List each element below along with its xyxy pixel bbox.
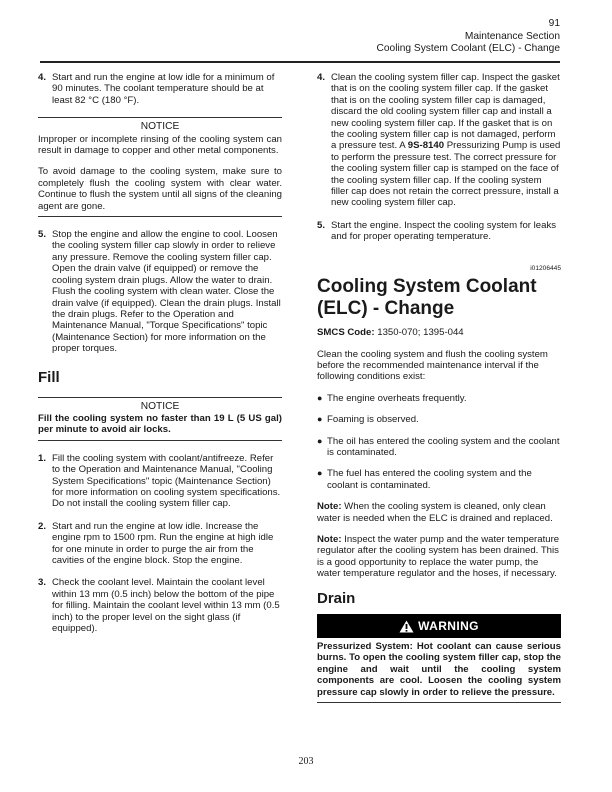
- bullet-text: The engine overheats frequently.: [327, 392, 467, 404]
- step-number: 3.: [38, 577, 47, 589]
- smcs-label: SMCS Code:: [317, 327, 375, 339]
- right-column: [317, 72, 561, 703]
- condition-bullet: [317, 468, 561, 491]
- notice-paragraph: Improper or incomplete rinsing of the cooling system can result in damage to copper and other metal components.: [38, 133, 282, 157]
- warning-triangle-icon: [399, 620, 414, 633]
- step-text: Check the coolant level. Maintain the coolant level within 13 mm (0.5 inch) below the bottom of the pipe for filling. Maintain the coolant level within 13 mm (0.5 inch) to the proper level on the sight glass (if equipped).: [52, 577, 280, 635]
- document-id: i01206445: [530, 264, 561, 272]
- step-number: 5.: [38, 229, 47, 241]
- note-text: Inspect the water pump and the water temperature regulator after the cooling system has been drained. This is a good opportunity to replace the water pump, the water temperature regulator and the hoses, if necessary.: [317, 533, 560, 580]
- running-header: [377, 18, 560, 56]
- step-text: Fill the cooling system with coolant/antifreeze. Refer to the Operation and Maintenance Manual, "Cooling System Specifications" topic (Maintenance Section) for more information on cooling system specifications. Do not install the cooling system filler cap.: [52, 452, 281, 510]
- step-text: [331, 72, 561, 209]
- note-label: Note:: [317, 533, 342, 545]
- notice-rinsing: [38, 117, 282, 217]
- warning-label: WARNING: [418, 618, 479, 633]
- bullet-icon: ●: [317, 468, 323, 479]
- header-topic: Cooling System Coolant (ELC) - Change: [376, 43, 560, 55]
- step-number: 4.: [38, 72, 47, 83]
- header-section: Maintenance Section: [464, 30, 560, 42]
- fill-heading: Fill: [38, 368, 60, 386]
- header-page-number: 91: [548, 18, 560, 29]
- notice-paragraph: To avoid damage to the cooling system, make sure to completely flush the cooling system with clear water. Continue to flush the system until all signs of the cleaning agent are gone.: [38, 166, 282, 212]
- note-water-pump: [317, 534, 561, 580]
- step-text: Start and run the engine at low idle for a minimum of 90 minutes. The coolant temperature should be at least 82 °C (180 °F).: [52, 72, 275, 106]
- fill-step-5: [317, 220, 561, 243]
- notice-title: NOTICE: [140, 400, 180, 412]
- condition-bullet: [317, 414, 561, 425]
- smcs-code: [317, 327, 561, 338]
- step-number: 1.: [38, 452, 47, 464]
- note-elc: [317, 501, 561, 524]
- step-number: 5.: [317, 219, 326, 231]
- step-text-part: Pressurizing Pump is used to perform the pressure test. The correct pressure for the cooling system filler cap is stamped on the face of the cooling system filler cap. If the cooling system filler cap does not retain the correct pressure, install a new cooling system filler cap.: [331, 140, 561, 209]
- bullet-text: The fuel has entered the cooling system and the coolant is contaminated.: [327, 468, 532, 491]
- bullet-icon: ●: [317, 392, 323, 403]
- step-text: Start the engine. Inspect the cooling system for leaks and for proper operating temperature.: [331, 219, 557, 243]
- bullet-text: Foaming is observed.: [327, 414, 419, 426]
- notice-title: NOTICE: [140, 121, 180, 133]
- warning-banner: [317, 614, 561, 638]
- bullet-text: The oil has entered the cooling system and the coolant is contaminated.: [327, 435, 560, 458]
- bullet-icon: ●: [317, 414, 323, 425]
- fill-step-3: [38, 577, 282, 634]
- intro-paragraph: Clean the cooling system and flush the cooling system before the recommended maintenance interval if the following conditions exist:: [317, 348, 548, 383]
- topic-title: Cooling System Coolant (ELC) - Change: [317, 276, 537, 319]
- fill-step-1: [38, 453, 282, 510]
- flush-step-4: [38, 72, 282, 106]
- part-number: 9S-8140: [407, 140, 445, 152]
- header-rule: [40, 61, 560, 63]
- step-text-part: Clean the cooling system filler cap. Inspect the gasket that is on the cooling system filler cap. If the gasket that is on the cooling system filler cap is damaged, discard the old cooling system filler cap and install a new cooling system filler cap. If the gasket that is on the cooling system filler cap is not damaged, perform a pressure test. A: [331, 72, 560, 152]
- notice-fill-rate: [38, 397, 282, 441]
- step-number: 2.: [38, 520, 47, 532]
- drain-heading: Drain: [317, 589, 356, 607]
- fill-step-2: [38, 521, 282, 567]
- footer-page-number: 203: [298, 756, 314, 767]
- step-text: Start and run the engine at low idle. Increase the engine rpm to 1500 rpm. Run the engine at high idle for one minute in order to purge the air from the cavities of the engine block. Stop the engine.: [52, 520, 274, 566]
- notice-paragraph: Fill the cooling system no faster than 19 L (5 US gal) per minute to avoid air locks.: [38, 412, 282, 436]
- condition-bullet: [317, 393, 561, 404]
- warning-text: Pressurized System: Hot coolant can cause serious burns. To open the cooling system filler cap, stop the engine and wait until the cooling system components are cool. Loosen the cooling system pressure cap slowly in order to relieve the pressure.: [317, 638, 561, 703]
- bullet-icon: ●: [317, 435, 323, 446]
- step-text: Stop the engine and allow the engine to cool. Loosen the cooling system filler cap slowly in order to relieve any pressure. Remove the cooling system filler cap. Open the drain valve (if equipped) or remove the cooling system drain plugs. Allow the water to drain. Flush the cooling system with clean water. Close the drain valve (if equipped). Clean the drain plugs. Install the drain plugs. Refer to the Operation and Maintenance Manual, "Torque Specifications" topic (Maintenance Section) for more information on the proper torques.: [52, 229, 281, 355]
- fill-step-4: [317, 72, 561, 209]
- step-number: 4.: [317, 72, 326, 83]
- smcs-value: 1350-070; 1395-044: [374, 327, 464, 339]
- note-label: Note:: [317, 501, 342, 513]
- flush-step-5: [38, 229, 282, 354]
- condition-bullet: [317, 436, 561, 459]
- note-text: When the cooling system is cleaned, only clean water is needed when the ELC is drained and replaced.: [317, 501, 553, 524]
- left-column: [38, 72, 282, 645]
